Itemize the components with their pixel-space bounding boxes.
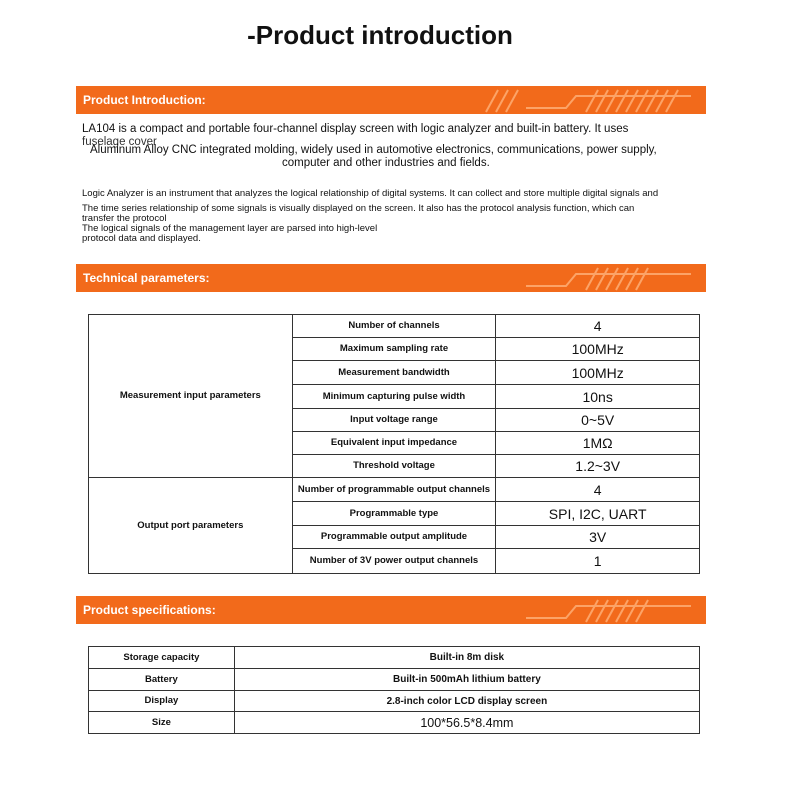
param-value: 4 [496, 478, 700, 502]
banner-stripes-decoration [476, 86, 696, 114]
intro-para2-line3: transfer the protocol [82, 213, 167, 224]
spec-label: Size [89, 712, 235, 734]
spec-value: 100*56.5*8.4mm [234, 712, 699, 734]
spec-value: Built-in 8m disk [234, 647, 699, 669]
param-label: Measurement bandwidth [292, 361, 496, 385]
spec-table [88, 646, 700, 734]
table-row [89, 478, 700, 502]
section-banner-tech [76, 264, 706, 292]
intro-para1-line4: computer and other industries and fields. [282, 157, 490, 169]
intro-para1-line1: LA104 is a compact and portable four-channel display screen with logic analyzer and built-in battery. It uses [82, 123, 629, 135]
tech-params-table [88, 314, 700, 574]
intro-para1-line3: Aluminum Alloy CNC integrated molding, widely used in automotive electronics, communications, power supply, [90, 144, 657, 156]
section-banner-intro [76, 86, 706, 114]
table-row [89, 712, 700, 734]
intro-para2-line1: Logic Analyzer is an instrument that analyzes the logical relationship of digital systems. It can collect and store multiple digital signals and [82, 188, 659, 199]
param-label: Threshold voltage [292, 455, 496, 478]
param-value: 1 [496, 549, 700, 574]
param-value: 0~5V [496, 409, 700, 432]
param-label: Number of programmable output channels [292, 478, 496, 502]
param-value: 3V [496, 526, 700, 549]
param-label: Programmable output amplitude [292, 526, 496, 549]
group-label-measurement: Measurement input parameters [89, 315, 293, 478]
param-label: Input voltage range [292, 409, 496, 432]
param-label: Maximum sampling rate [292, 338, 496, 361]
param-value: 4 [496, 315, 700, 338]
page-title: -Product introduction [247, 20, 513, 50]
param-value: 1.2~3V [496, 455, 700, 478]
section-title-intro: Product Introduction: [83, 93, 206, 107]
param-value: 100MHz [496, 338, 700, 361]
intro-para2-line5: protocol data and displayed. [82, 233, 201, 244]
section-title-spec: Product specifications: [83, 603, 216, 617]
spec-value: Built-in 500mAh lithium battery [234, 669, 699, 691]
table-row [89, 669, 700, 691]
section-title-tech: Technical parameters: [83, 271, 210, 285]
spec-value: 2.8-inch color LCD display screen [234, 691, 699, 712]
banner-stripes-decoration [476, 264, 696, 292]
param-label: Minimum capturing pulse width [292, 385, 496, 409]
table-row [89, 647, 700, 669]
param-label: Programmable type [292, 502, 496, 526]
param-label: Number of channels [292, 315, 496, 338]
param-label: Number of 3V power output channels [292, 549, 496, 574]
table-row [89, 315, 700, 338]
spec-label: Display [89, 691, 235, 712]
spec-label: Battery [89, 669, 235, 691]
group-label-output: Output port parameters [89, 478, 293, 574]
intro-para1-line2: fuselage cover [82, 136, 157, 148]
banner-stripes-decoration [476, 596, 696, 624]
param-value: 1MΩ [496, 432, 700, 455]
param-value: 10ns [496, 385, 700, 409]
section-banner-spec [76, 596, 706, 624]
param-value: 100MHz [496, 361, 700, 385]
param-label: Equivalent input impedance [292, 432, 496, 455]
param-value: SPI, I2C, UART [496, 502, 700, 526]
table-row [89, 691, 700, 712]
intro-para2-line2: The time series relationship of some signals is visually displayed on the screen. It also has the protocol analysis function, which can [82, 203, 635, 214]
intro-para2-line4: The logical signals of the management layer are parsed into high-level [82, 223, 378, 234]
spec-label: Storage capacity [89, 647, 235, 669]
